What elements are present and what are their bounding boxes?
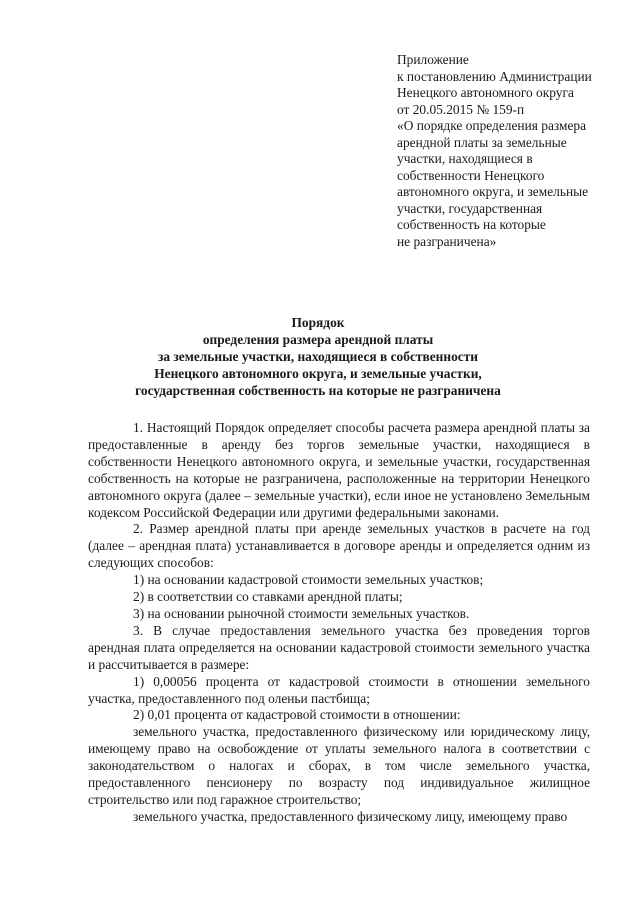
appendix-line: «О порядке определения размера: [397, 118, 587, 133]
document-body: [88, 420, 590, 826]
document-title: [88, 314, 548, 399]
list-item: 1) 0,00056 процента от кадастровой стоимости в отношении земельного участка, предоставленного под оленьи пастбища;: [88, 673, 590, 706]
appendix-line: собственность на которые: [397, 217, 546, 232]
appendix-line: Приложение: [397, 52, 469, 67]
list-item: 3) на основании рыночной стоимости земельных участков.: [133, 605, 470, 621]
appendix-line: к постановлению Администрации: [397, 68, 592, 84]
paragraph: земельного участка, предоставленного физическому лицу, имеющему право: [133, 808, 568, 824]
appendix-line: участки, государственная: [397, 200, 543, 216]
paragraph: 2. Размер арендной платы при аренде земельных участков в расчете на год (далее – арендная плата) устанавливается в договоре аренды и определяется одним из следующих способов:: [88, 521, 590, 571]
appendix-line: арендной платы за земельные: [397, 134, 567, 150]
list-item: 2) 0,01 процента от кадастровой стоимости в отношении:: [133, 707, 461, 723]
appendix-line: не разграничена»: [397, 233, 497, 249]
paragraph: 3. В случае предоставления земельного участка без проведения торгов арендная плата определяется на основании кадастровой стоимости земельного участка и рассчитывается в размере:: [88, 622, 590, 672]
appendix-line: собственности Ненецкого: [397, 167, 545, 183]
appendix-line: автономного округа, и земельные: [397, 184, 589, 199]
list-item: 2) в соответствии со ставками арендной платы;: [133, 589, 403, 605]
appendix-line: участки, находящиеся в: [397, 151, 533, 166]
title-line: государственная собственность на которые не разграничена: [135, 383, 501, 398]
title-line: за земельные участки, находящиеся в собственности: [157, 349, 478, 364]
appendix-line: Ненецкого автономного округа: [397, 85, 574, 100]
title-line: определения размера арендной платы: [202, 332, 434, 347]
title-line: Ненецкого автономного округа, и земельные участки,: [154, 366, 482, 381]
list-item: 1) на основании кадастровой стоимости земельных участков;: [133, 572, 484, 588]
paragraph: 1. Настоящий Порядок определяет способы расчета размера арендной платы за предоставленные в аренду без торгов земельные участки, находящиеся в собственности Ненецкого автономного округа, и земельные участки, государственная собственность на которые не разграничена, расположенные на территории Ненецкого автономного округа (далее – земельные участки), если иное не установлено Земельным кодексом Российской Федерации или другими федеральными законами.: [88, 420, 590, 520]
paragraph: земельного участка, предоставленного физическому или юридическому лицу, имеющему право на освобождение от уплаты земельного налога в соответствии с законодательством о налогах и сборах, в том числе земельного участка, предоставленного пенсионеру по возрасту под индивидуальное жилищное строительство или под гаражное строительство;: [88, 724, 590, 807]
appendix-reference: [397, 52, 632, 250]
appendix-line: от 20.05.2015 № 159-п: [397, 101, 525, 117]
title-line: Порядок: [291, 315, 345, 330]
